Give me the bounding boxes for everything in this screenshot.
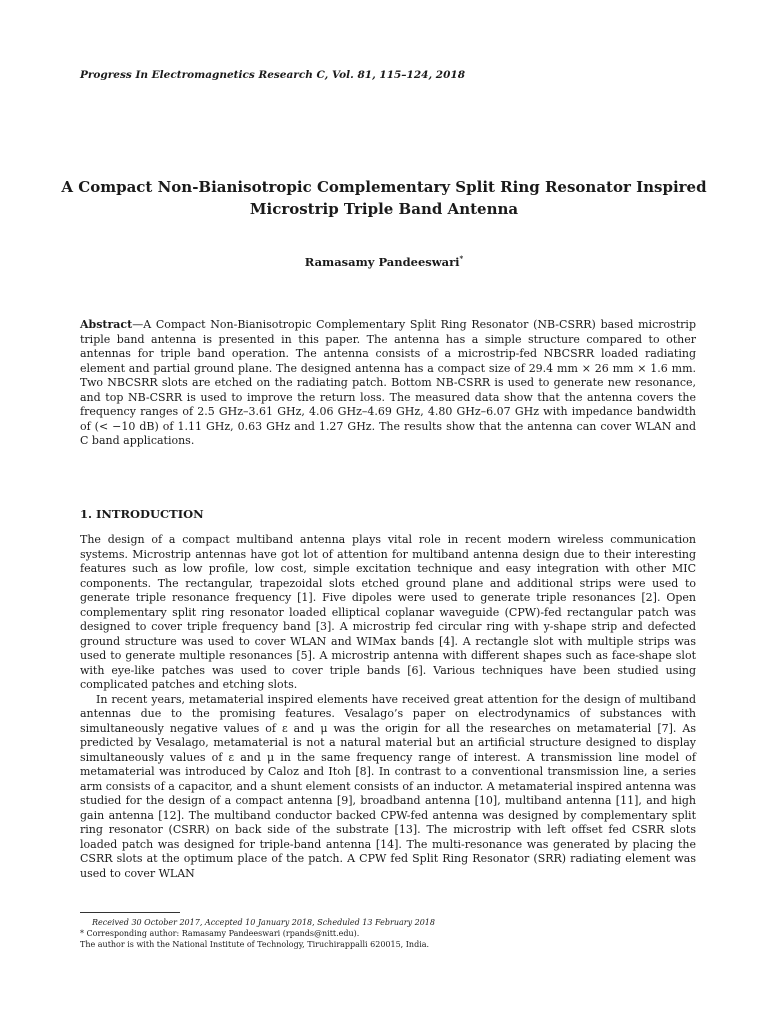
abstract-label: Abstract — [80, 318, 133, 331]
intro-paragraph-2: In recent years, metamaterial inspired elements have received great attention for the design of multiband antennas due to the promising features. Vesalago’s paper on electrodynamics of substances with simultaneously negative values of ε and μ was the origin for all the researches on metamaterial [7]. As predicted by Vesalago, metamaterial is not a natural material but an artificial structure designed to display simultaneously values of ε and μ in the same frequency range of interest. A transmission line model of metamaterial was introduced by Caloz and Itoh [8]. In contrast to a conventional transmission line, a series arm consists of a capacitor, and a shunt element consists of an inductor. A metamaterial inspired antenna was studied for the design of a compact antenna [9], broadband antenna [10], multiband antenna [11], and high gain antenna [12]. The multiband conductor backed CPW-fed antenna was designed by complementary split ring resonator (CSRR) on back side of the substrate [13]. The microstrip with left offset fed CSRR slots loaded patch was designed for triple-band antenna [14]. The multi-resonance was generated by placing the CSRR slots at the optimum place of the patch. A CPW fed Split Ring Resonator (SRR) radiating element was used to cover WLAN — [80, 692, 696, 880]
section-heading-introduction: 1. INTRODUCTION — [80, 507, 204, 521]
intro-paragraph-1: The design of a compact multiband antenna plays vital role in recent modern wireless communication systems. Microstrip antennas have got lot of attention for multiband antenna design due to their interesting features such as low profile, low cost, simple excitation technique and easy integration with other MIC components. The rectangular, trapezoidal slots etched ground plane and additional strips were used to generate triple resonance frequency [1]. Five dipoles were used to generate triple resonances [2]. Open complementary split ring resonator loaded elliptical coplanar waveguide (CPW)-fed rectangular patch was designed to cover triple frequency band [3]. A microstrip fed circular ring with y-shape strip and defected ground structure was used to cover WLAN and WIMax bands [4]. A rectangle slot with multiple strips was used to generate multiple resonances [5]. A microstrip antenna with different shapes such as face-shape slot with eye-like patches was used to cover triple bands [6]. Various techniques have been studied using complicated patches and etching slots. — [80, 533, 696, 691]
footnote-affiliation: The author is with the National Institute of Technology, Tiruchirappalli 620015, India. — [80, 940, 430, 949]
journal-header: Progress In Electromagnetics Research C, Vol. 81, 115–124, 2018 — [80, 69, 466, 81]
introduction-body — [80, 533, 696, 881]
abstract-text: —A Compact Non-Bianisotropic Complementary Split Ring Resonator (NB-CSRR) based microstrip triple band antenna is presented in this paper. The antenna has a simple structure compared to other antennas for triple band operation. The antenna consists of a microstrip-fed NBCSRR loaded radiating element and partial ground plane. The designed antenna has a compact size of 29.4 mm × 26 mm × 1.6 mm. Two NBCSRR slots are etched on the radiating patch. Bottom NB-CSRR is used to generate new resonance, and top NB-CSRR is used to improve the return loss. The measured data show that the antenna covers the frequency ranges of 2.5 GHz–3.61 GHz, 4.06 GHz–4.69 GHz, 4.80 GHz–6.07 GHz with impedance bandwidth of (< −10 dB) of 1.11 GHz, 0.63 GHz and 1.27 GHz. The results show that the antenna can cover WLAN and C band applications. — [80, 318, 696, 447]
footnote-divider — [80, 912, 180, 913]
footnote-received-dates: Received 30 October 2017, Accepted 10 January 2018, Scheduled 13 February 2018 — [92, 918, 435, 927]
author-line — [0, 254, 768, 269]
footnotes — [80, 917, 696, 950]
author-name: Ramasamy Pandeeswari — [304, 254, 460, 269]
footnote-corresponding-author: * Corresponding author: Ramasamy Pandeeswari (rpands@nitt.edu). — [80, 929, 360, 938]
abstract — [80, 318, 696, 449]
paper-title: A Compact Non-Bianisotropic Complementary Split Ring Resonator Inspired Microstrip Triple Band Antenna — [61, 178, 707, 218]
corresponding-author-mark: * — [459, 254, 464, 263]
